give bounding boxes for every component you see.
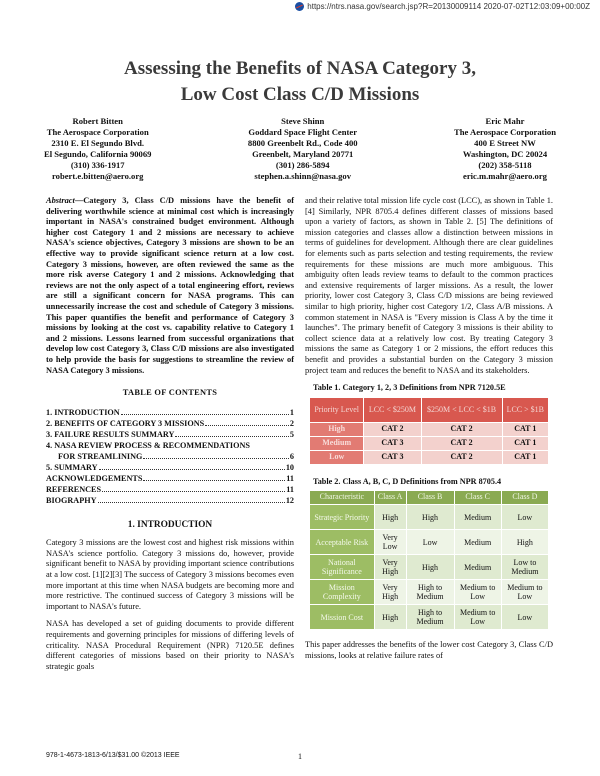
table-cell: CAT 1 xyxy=(502,450,548,464)
table2 xyxy=(309,490,549,630)
table-header-cell: Class B xyxy=(406,491,454,505)
row-label: Acceptable Risk xyxy=(310,530,375,555)
toc-item[interactable]: 2. BENEFITS OF CATEGORY 3 MISSIONS 2 xyxy=(46,418,294,428)
author-org: The Aerospace Corporation xyxy=(453,127,556,137)
table-cell: Medium xyxy=(454,530,501,555)
author-phone: (301) 286-5894 xyxy=(275,160,330,170)
table-cell: Medium to Low xyxy=(454,605,501,630)
row-label: Mission Cost xyxy=(310,605,375,630)
toc-item[interactable]: FOR STREAMLINING 6 xyxy=(58,451,294,461)
table-header-cell: LCC > $1B xyxy=(502,397,548,422)
author-name: Eric Mahr xyxy=(485,116,525,126)
author-email[interactable]: stephen.a.shinn@nasa.gov xyxy=(254,171,352,181)
table-header-row xyxy=(310,491,549,505)
table-cell: CAT 3 xyxy=(364,436,421,450)
table-cell: Medium to Low xyxy=(501,580,548,605)
table1-caption: Table 1. Category 1, 2, 3 Definitions from NPR 7120.5E xyxy=(313,383,506,393)
table-cell: Very Low xyxy=(374,530,406,555)
author-email[interactable]: robert.e.bitten@aero.org xyxy=(52,171,144,181)
abstract xyxy=(46,196,294,376)
table-cell: Low xyxy=(406,530,454,555)
author-phone: (202) 358-5118 xyxy=(478,160,532,170)
table-row xyxy=(310,422,549,436)
nasa-logo-icon xyxy=(295,2,304,11)
table-cell: Low xyxy=(501,505,548,530)
page-number: 1 xyxy=(298,752,302,761)
author-address-1: 8800 Greenbelt Rd., Code 400 xyxy=(247,138,358,148)
body-paragraph-1: and their relative total mission life cycle cost (LCC), as shown in Table 1. [4] Similarly, NPR 8705.4 defines different classes of missions based upon a variety of factors, as shown in Table 2. [5] The definitions of mission categories and classes allow a distinction between missions in terms of guidelines for development. Although there are clear guidelines for elements such as parts selection and testing requirements, the review requirements for these missions are much more ambiguous. This ambiguity often leads review teams to default to the common practices and extensive requirements of larger missions. As a result, the lower priority, lower cost Category 3, Class C/D missions are being reviewed similar to high priority, higher cost Category 1/2, Class A/B missions. A common statement in NASA is "Every mission is Class A by the time it launches". The primary benefit of Category 3 missions is their ability to collect science data at a relatively low cost. By treating Category 3 missions the same as Category 1 or 2 missions, the effort reduces this benefit and provides a substantial burden on the Category 3 mission project team and reduces the benefit to NASA and its stakeholders. xyxy=(305,196,553,375)
table-cell: High xyxy=(374,505,406,530)
table-cell: High xyxy=(406,505,454,530)
author-address-2: El Segundo, California 90069 xyxy=(44,149,152,159)
table-header-cell: Priority Level xyxy=(310,397,364,422)
table-row xyxy=(310,530,549,555)
table-header-cell: Class C xyxy=(454,491,501,505)
row-label: Strategic Priority xyxy=(310,505,375,530)
toc-item[interactable]: 4. NASA REVIEW PROCESS & RECOMMENDATIONS xyxy=(46,440,250,450)
table-row xyxy=(310,450,549,464)
table-header-cell: Characteristic xyxy=(310,491,375,505)
author-org: The Aerospace Corporation xyxy=(46,127,149,137)
table-cell: High xyxy=(374,605,406,630)
table-header-cell: Class A xyxy=(374,491,406,505)
toc-item[interactable]: ACKNOWLEDGEMENTS 11 xyxy=(46,473,294,483)
author-email[interactable]: eric.m.mahr@aero.org xyxy=(463,171,547,181)
table-cell: High to Medium xyxy=(406,605,454,630)
toc-title: TABLE OF CONTENTS xyxy=(122,388,218,398)
author-address-2: Greenbelt, Maryland 20771 xyxy=(252,149,354,159)
table-cell: Very High xyxy=(374,580,406,605)
right-column xyxy=(305,196,553,668)
table2-caption: Table 2. Class A, B, C, D Definitions from NPR 8705.4 xyxy=(313,476,502,486)
toc-item[interactable]: BIOGRAPHY 12 xyxy=(46,495,294,505)
title-line-2: Low Cost Class C/D Missions xyxy=(180,84,420,105)
table-row xyxy=(310,505,549,530)
author-phone: (310) 336-1917 xyxy=(70,160,125,170)
ntrs-link[interactable]: https://ntrs.nasa.gov/search.jsp?R=20130009114 2020-07-02T12:03:09+00:00Z xyxy=(307,2,590,11)
table1 xyxy=(309,397,549,465)
table-cell: Medium xyxy=(454,555,501,580)
table-cell: CAT 1 xyxy=(502,436,548,450)
copyright-footer: 978-1-4673-1813-6/13/$31.00 ©2013 IEEE xyxy=(46,752,180,759)
author-2 xyxy=(248,116,358,182)
row-label: National Significance xyxy=(310,555,375,580)
abstract-body: —Category 3, Class C/D missions have the benefit of delivering worthwhile science at minimal cost which is increasingly important in NASA's constrained budget environment. Although higher cost Category 1 and 2 missions are necessary to achieve NASA's science objectives, Category 3 missions are shown to be an effective way to provide significant science return at a low cost. Category 3 missions, however, are often reviewed the same as the more risk averse Category 1 and 2 missions. Acknowledging that reviews are not the only aspect of a total engineering effort, reviews are still a significant concern for NASA programs. This can unnecessarily increase the cost and schedule of Category 3 missions. This paper quantifies the benefit and performance of Category 3 missions by looking at the cost vs. capability relative to Category 1 and 2 missions. Lessons learned from successful organizations that develop low cost Category 3, Class C/D missions are also investigated to help provide the basis for suggestions to streamline the review of NASA Category 3 missions. xyxy=(46,196,294,375)
toc-item[interactable]: 1. INTRODUCTION 1 xyxy=(46,407,294,417)
author-1 xyxy=(44,116,151,182)
table-cell: CAT 1 xyxy=(502,422,548,436)
table-cell: High xyxy=(501,530,548,555)
table-header-cell: Class D xyxy=(501,491,548,505)
table-header-row xyxy=(310,397,549,422)
table-cell: CAT 3 xyxy=(364,450,421,464)
table-cell: High xyxy=(406,555,454,580)
row-label: High xyxy=(310,422,364,436)
table-cell: CAT 2 xyxy=(421,422,502,436)
intro-paragraph-1: Category 3 missions are the lowest cost and highest risk missions within NASA's science portfolio. Category 3 missions do, however, provide significant benefit to NASA by providing important science contributions at a low cost. [1][2][3] The success of Category 3 missions becomes even more important at this time when NASA budgets are becoming more and more restrictive. The continued success of Category 3 missions will be important to NASA's future. xyxy=(46,538,294,611)
row-label: Mission Complexity xyxy=(310,580,375,605)
table-cell: Very High xyxy=(374,555,406,580)
table-row xyxy=(310,436,549,450)
author-name: Robert Bitten xyxy=(72,116,123,126)
table-row xyxy=(310,605,549,630)
intro-paragraph-2: NASA has developed a set of guiding documents to provide different requirements and governing principles for missions of differing levels of criticality. NASA Procedural Requirement (NPR) 7120.5E defines different categories of missions based on their priority to NASA's strategic goals xyxy=(46,619,294,671)
title-line-1: Assessing the Benefits of NASA Category 3, xyxy=(123,58,476,79)
table-cell: CAT 2 xyxy=(421,450,502,464)
table-cell: High to Medium xyxy=(406,580,454,605)
table-cell: Low to Medium xyxy=(501,555,548,580)
author-address-2: Washington, DC 20024 xyxy=(462,149,548,159)
left-column xyxy=(46,196,294,679)
table-cell: CAT 2 xyxy=(421,436,502,450)
table-header-cell: $250M < LCC < $1B xyxy=(421,397,502,422)
author-address-1: 400 E Street NW xyxy=(474,138,536,148)
table-cell: Medium xyxy=(454,505,501,530)
section-heading: 1. INTRODUCTION xyxy=(127,519,213,530)
toc-item[interactable]: 3. FAILURE RESULTS SUMMARY 5 xyxy=(46,429,294,439)
row-label: Medium xyxy=(310,436,364,450)
author-3 xyxy=(454,116,556,182)
table-of-contents xyxy=(46,407,294,506)
body-paragraph-2: This paper addresses the benefits of the lower cost Category 3, Class C/D missions, looks at relative failure rates of xyxy=(305,640,553,660)
author-name: Steve Shinn xyxy=(281,116,325,126)
table-cell: Low xyxy=(501,605,548,630)
paper-title xyxy=(0,56,600,108)
table-row xyxy=(310,580,549,605)
author-org: Goddard Space Flight Center xyxy=(248,127,358,137)
row-label: Low xyxy=(310,450,364,464)
header-url[interactable] xyxy=(295,2,590,11)
table-cell: CAT 2 xyxy=(364,422,421,436)
table-header-cell: LCC < $250M xyxy=(364,397,421,422)
toc-item[interactable]: 5. SUMMARY 10 xyxy=(46,462,294,472)
abstract-lead: Abstract xyxy=(46,196,75,205)
table-row xyxy=(310,555,549,580)
table-cell: Medium to Low xyxy=(454,580,501,605)
toc-item[interactable]: REFERENCES 11 xyxy=(46,484,294,494)
author-block xyxy=(44,116,556,182)
author-address-1: 2310 E. El Segundo Blvd. xyxy=(51,138,145,148)
